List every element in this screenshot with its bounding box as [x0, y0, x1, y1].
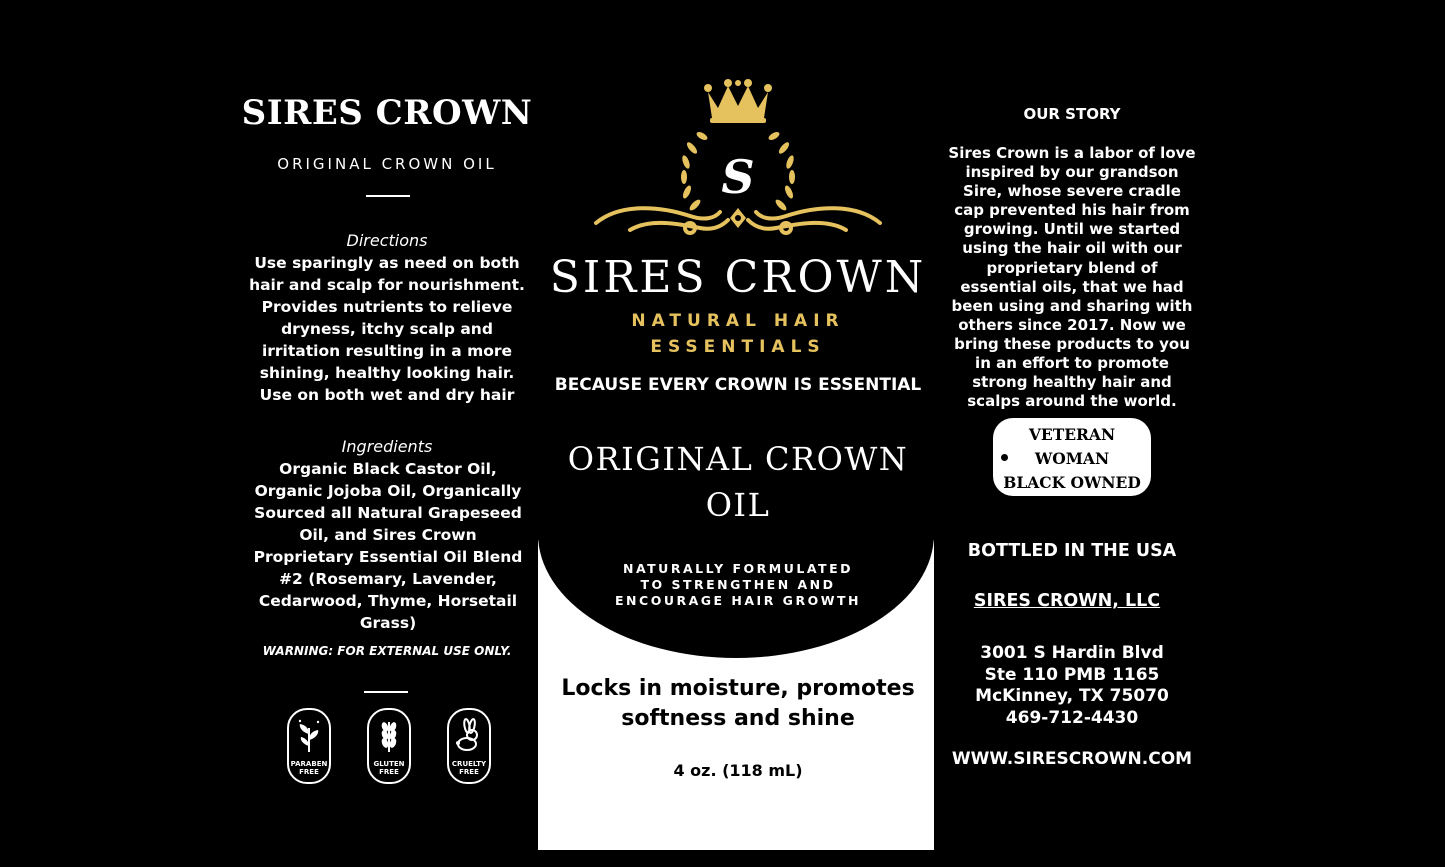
warning-text: WARNING: FOR EXTERNAL USE ONLY. — [262, 644, 512, 658]
veteran-woman-black-owned-badge — [993, 418, 1151, 496]
benefit-line1: Locks in moisture, promotes — [561, 676, 915, 701]
tagline: BECAUSE EVERY CROWN IS ESSENTIAL — [554, 375, 922, 395]
ingredients-text: Organic Black Castor Oil, Organic Jojoba Oil, Organically Sourced all Natural Grapeseed Oil, and Sires Crown Proprietary Essential Oil Blend #2 (Rosemary, Lavender, Cedarwood, Thyme, Horsetail Grass) — [253, 460, 523, 632]
company-name-link[interactable]: SIRES CROWN, LLC — [973, 591, 1161, 611]
formula-description — [560, 561, 916, 609]
owner-line: VETERAN — [1028, 425, 1116, 444]
gluten-free-badge — [367, 708, 411, 784]
net-size: 4 oz. (118 mL) — [673, 761, 803, 780]
left-product-name: ORIGINAL CROWN OIL — [277, 155, 497, 173]
address-line: McKinney, TX 75070 — [975, 686, 1169, 706]
divider — [364, 691, 408, 693]
address-line: Ste 110 PMB 1165 — [984, 664, 1160, 685]
ingredients-heading: Ingredients — [341, 437, 433, 456]
story-text: Sires Crown is a labor of love inspired by our grandson Sire, whose severe cradle cap prevented his hair from growing. Until we started using the hair oil with our proprietary blend of essential oils, that we had been using and sharing with others since 2017. Now we bring these products to you in an effort to promote strong healthy hair and scalps around the world. — [948, 144, 1196, 411]
logo-letter: S — [721, 150, 755, 204]
directions-heading: Directions — [346, 231, 428, 250]
address-line: 3001 S Hardin Blvd — [980, 643, 1164, 663]
bottled-in-usa: BOTTLED IN THE USA — [967, 541, 1177, 561]
product-title-line2: OIL — [705, 486, 771, 524]
crown-icon — [704, 79, 772, 123]
directions-text: Use sparingly as need on both hair and scalp for nourishment. Provides nutrients to relieve dryness, itchy scalp and irritation resulting in a more shining, healthy looking hair. Use on both wet and dry hair — [249, 254, 525, 404]
subtitle-line1: NATURAL HAIR — [631, 311, 845, 331]
wheat-icon — [375, 718, 403, 754]
cruelty-free-badge — [447, 708, 491, 784]
benefit-line2: softness and shine — [621, 706, 855, 731]
formula-line1: NATURALLY FORMULATED — [622, 561, 854, 576]
phone-number: 469-712-4430 — [1005, 707, 1139, 728]
badge-label-line2: FREE — [299, 768, 319, 776]
brand-wordmark: SIRES CROWN — [549, 252, 927, 303]
story-heading: OUR STORY — [1023, 105, 1121, 123]
product-title — [560, 436, 916, 528]
paraben-free-badge — [287, 708, 331, 784]
badge-label-line1: PARABEN — [290, 760, 328, 768]
benefit-statement — [560, 674, 916, 734]
plant-icon — [295, 718, 323, 754]
subtitle-line2: ESSENTIALS — [650, 337, 826, 357]
product-title-line1: ORIGINAL CROWN — [567, 440, 909, 478]
crown-logo — [590, 78, 886, 248]
badge-label-line2: FREE — [459, 768, 479, 776]
owner-line: BLACK OWNED — [1003, 473, 1141, 492]
owner-line: WOMAN — [1034, 449, 1110, 468]
divider — [366, 195, 410, 197]
rabbit-icon — [455, 718, 483, 754]
company-address — [952, 643, 1192, 729]
left-brand-name: SIRES CROWN — [241, 93, 533, 133]
formula-line2: TO STRENGTHEN AND — [640, 577, 836, 592]
formula-line3: ENCOURAGE HAIR GROWTH — [615, 593, 861, 608]
center-ornament — [730, 208, 746, 228]
badge-label-line2: FREE — [379, 768, 399, 776]
badge-label-line1: CRUELTY — [451, 760, 487, 768]
badge-label-line1: GLUTEN — [373, 760, 405, 768]
website-link[interactable]: WWW.SIRESCROWN.COM — [951, 749, 1193, 769]
